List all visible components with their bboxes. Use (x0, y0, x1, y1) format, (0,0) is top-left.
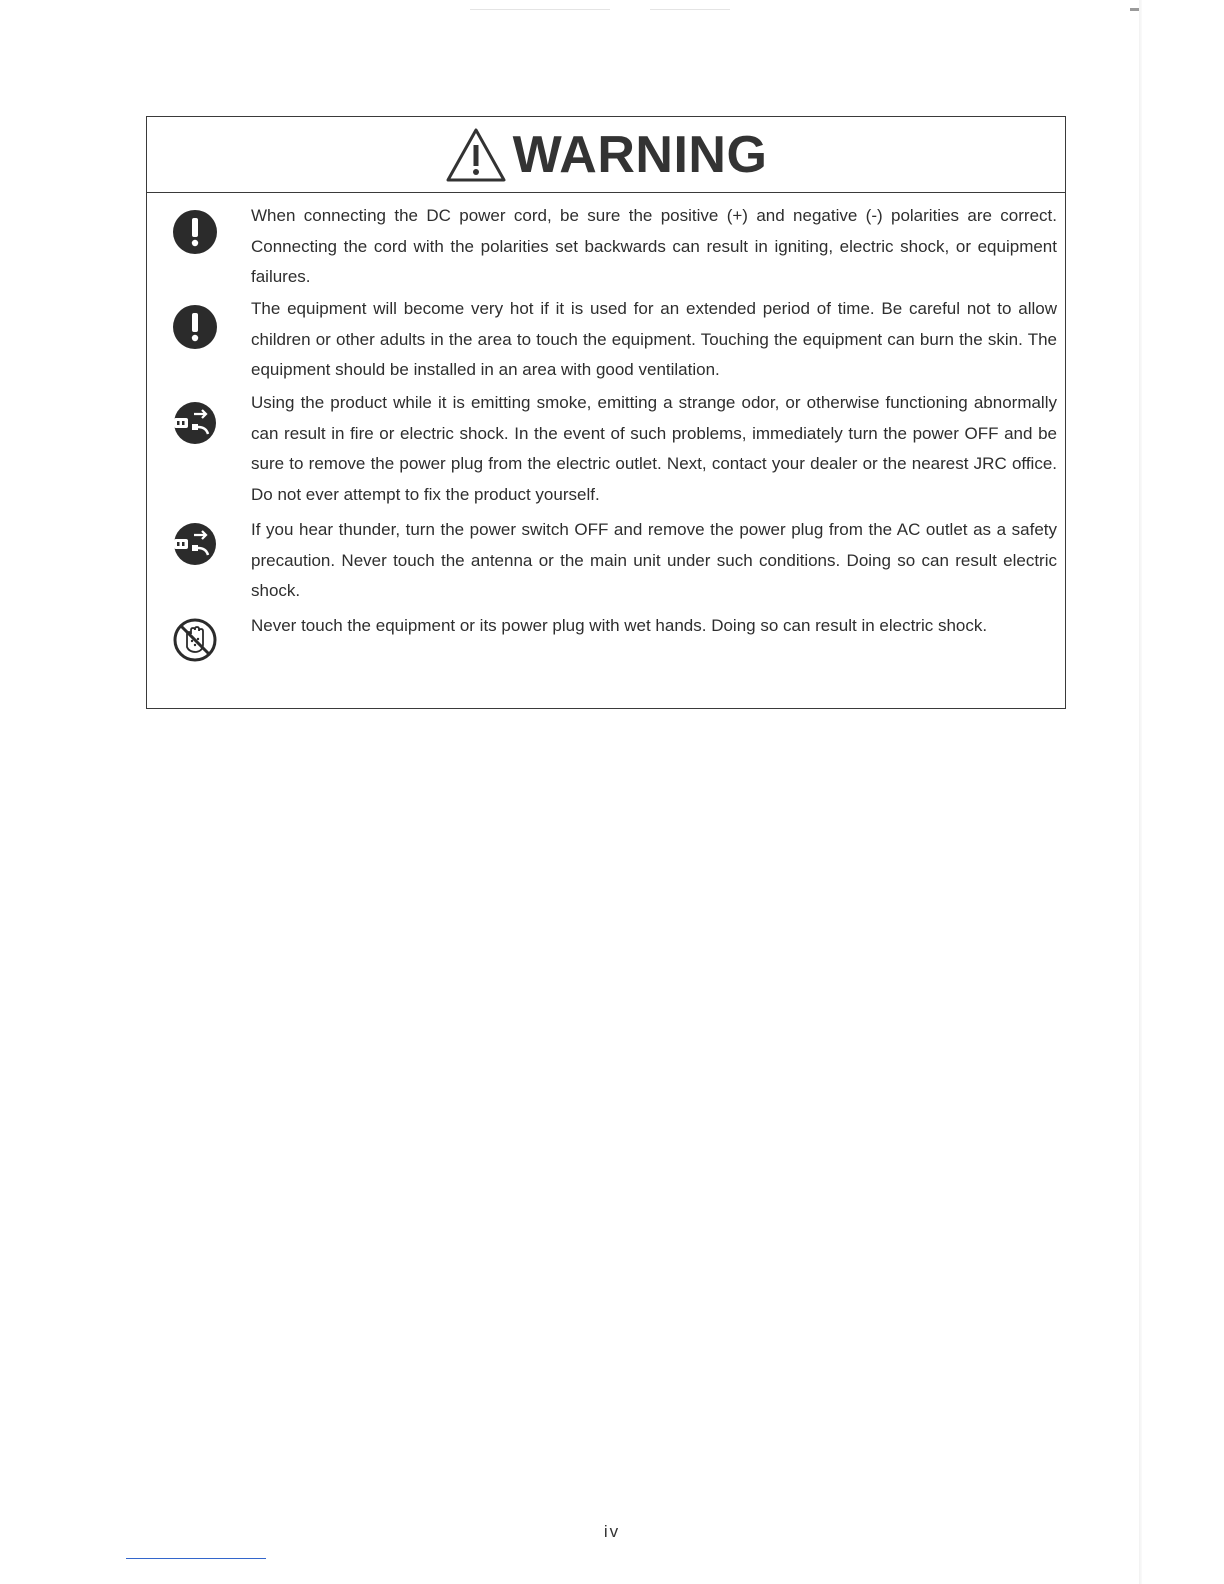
scan-line (470, 9, 610, 10)
warning-header (147, 117, 1065, 193)
warning-item-text: When connecting the DC power cord, be sure the positive (+) and negative (-) polarities are correct. Connecting the cord with the polarities set backwards can result in igniting, electric shock, or equipment failures. (251, 206, 1057, 286)
warning-triangle-icon (445, 127, 507, 183)
warning-item-text: Using the product while it is emitting smoke, emitting a strange odor, or otherwise functioning abnormally can result in fire or electric shock. In the event of such problems, immediately turn the power OFF and be sure to remove the power plug from the electric outlet. Next, contact your dealer or the nearest JRC office. Do not ever attempt to fix the product yourself. (251, 393, 1057, 504)
page-edge (1139, 0, 1142, 1584)
warning-box (146, 116, 1066, 709)
unplug-icon (172, 521, 218, 567)
exclamation-icon (172, 209, 218, 255)
warning-item-text: The equipment will become very hot if it is used for an extended period of time. Be careful not to allow children or other adults in the area to touch the equipment. Touching the equipment can burn the skin. The equipment should be installed in an area with good ventilation. (251, 299, 1057, 379)
no-wet-hands-icon (172, 617, 218, 663)
scan-line (126, 1558, 266, 1559)
unplug-icon (172, 400, 218, 446)
exclamation-icon (172, 304, 218, 350)
page-number: iv (603, 1522, 621, 1541)
warning-item-text: Never touch the equipment or its power plug with wet hands. Doing so can result in electric shock. (251, 616, 988, 635)
scan-line (650, 9, 730, 10)
warning-title: WARNING (512, 125, 768, 184)
warning-item-text: If you hear thunder, turn the power switch OFF and remove the power plug from the AC outlet as a safety precaution. Never touch the antenna or the main unit under such conditions. Doing so can result electric shock. (251, 520, 1057, 600)
